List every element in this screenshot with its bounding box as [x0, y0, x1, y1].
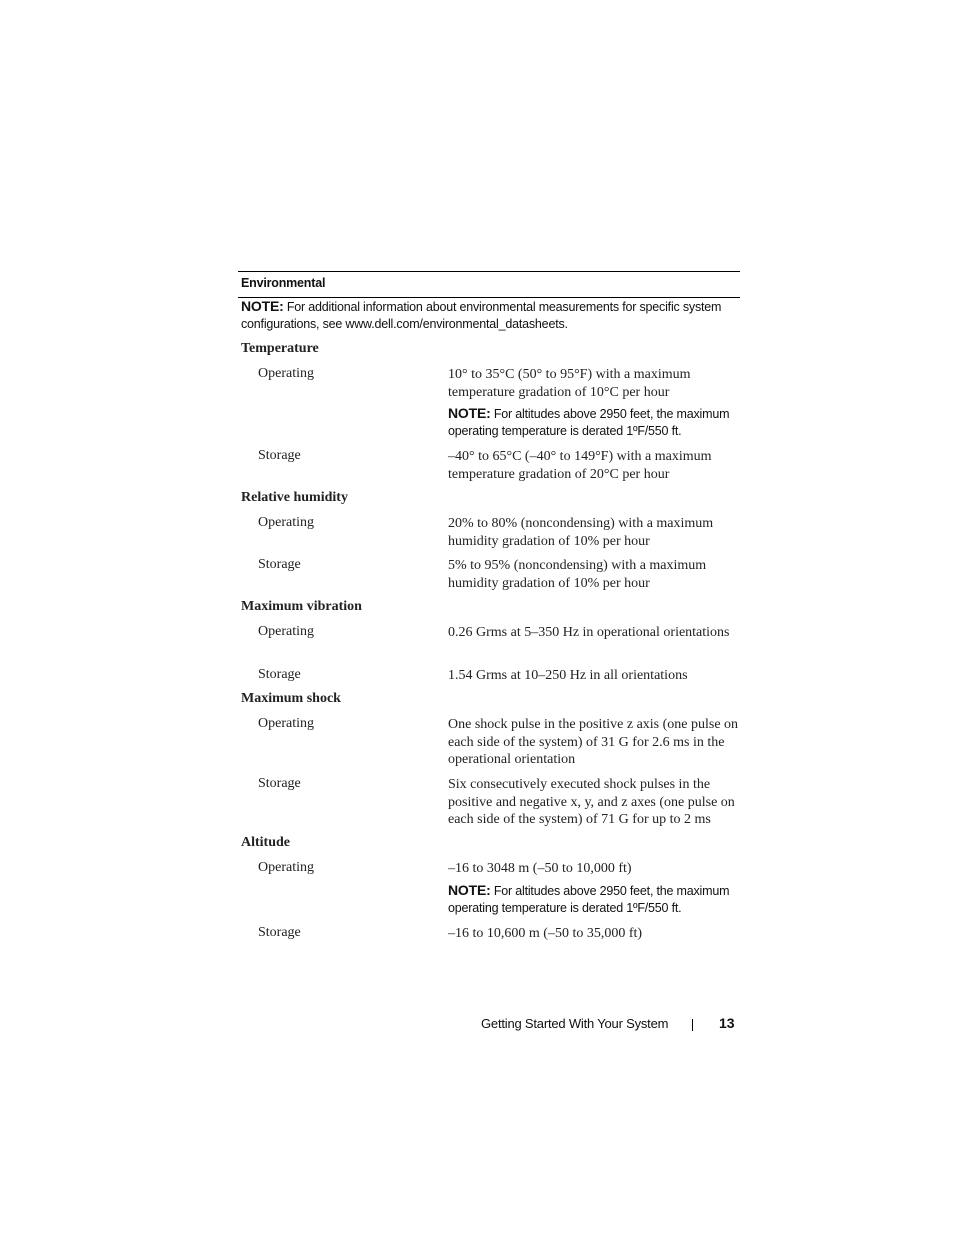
humidity-operating-label: Operating	[258, 515, 314, 530]
page-number: 13	[719, 1015, 735, 1031]
datasheets-link[interactable]: www.dell.com/environmental_datasheets	[345, 317, 565, 331]
footer-separator	[692, 1019, 693, 1031]
humidity-operating-value: 20% to 80% (noncondensing) with a maximum humidity gradation of 10% per hour	[448, 516, 714, 549]
note-label: NOTE:	[241, 298, 284, 314]
altitude-storage-value: –16 to 10,600 m (–50 to 35,000 ft)	[448, 926, 643, 941]
altitude-operating-value: –16 to 3048 m (–50 to 10,000 ft)	[448, 861, 632, 876]
note-text: For altitudes above 2950 feet, the maximum operating temperature is derated 1ºF/550 ft.	[448, 884, 730, 915]
vibration-storage-value: 1.54 Grms at 10–250 Hz in all orientations	[448, 668, 688, 683]
shock-storage-label: Storage	[258, 776, 301, 791]
vibration-storage-label: Storage	[258, 667, 301, 682]
shock-storage-value: Six consecutively executed shock pulses in the positive and negative x, y, and z axes (one pulse on each side of the system) of 71 G for up to 2 ms	[448, 777, 735, 827]
table-header-title: Environmental	[241, 276, 326, 290]
section-humidity: Relative humidity	[241, 490, 348, 505]
humidity-storage-value: 5% to 95% (noncondensing) with a maximum humidity gradation of 10% per hour	[448, 558, 707, 591]
temperature-operating-label: Operating	[258, 366, 314, 381]
humidity-storage-label: Storage	[258, 557, 301, 572]
temperature-operating-note	[448, 405, 740, 440]
table-header	[238, 271, 740, 298]
note-label: NOTE:	[448, 405, 491, 421]
vibration-operating-value: 0.26 Grms at 5–350 Hz in operational orientations	[448, 625, 730, 640]
note-text: For altitudes above 2950 feet, the maximum operating temperature is derated 1ºF/550 ft.	[448, 407, 730, 438]
temperature-operating-value: 10° to 35°C (50° to 95°F) with a maximum temperature gradation of 10°C per hour	[448, 367, 691, 400]
altitude-operating-note	[448, 882, 740, 917]
shock-operating-value: One shock pulse in the positive z axis (one pulse on each side of the system) of 31 G for 2.6 ms in the operational orientation	[448, 717, 739, 767]
vibration-operating-label: Operating	[258, 624, 314, 639]
shock-operating-label: Operating	[258, 716, 314, 731]
environmental-note	[241, 298, 740, 333]
footer-title: Getting Started With Your System	[481, 1016, 669, 1031]
temperature-storage-value: –40° to 65°C (–40° to 149°F) with a maximum temperature gradation of 20°C per hour	[448, 449, 712, 482]
section-temperature: Temperature	[241, 341, 319, 356]
section-altitude: Altitude	[241, 835, 290, 850]
section-vibration: Maximum vibration	[241, 599, 362, 614]
temperature-storage-label: Storage	[258, 448, 301, 463]
note-text: For additional information about environmental measurements for specific system configurations, see	[241, 300, 722, 331]
altitude-operating-label: Operating	[258, 860, 314, 875]
section-shock: Maximum shock	[241, 691, 341, 706]
altitude-storage-label: Storage	[258, 925, 301, 940]
note-end: .	[564, 317, 568, 331]
note-label: NOTE:	[448, 882, 491, 898]
